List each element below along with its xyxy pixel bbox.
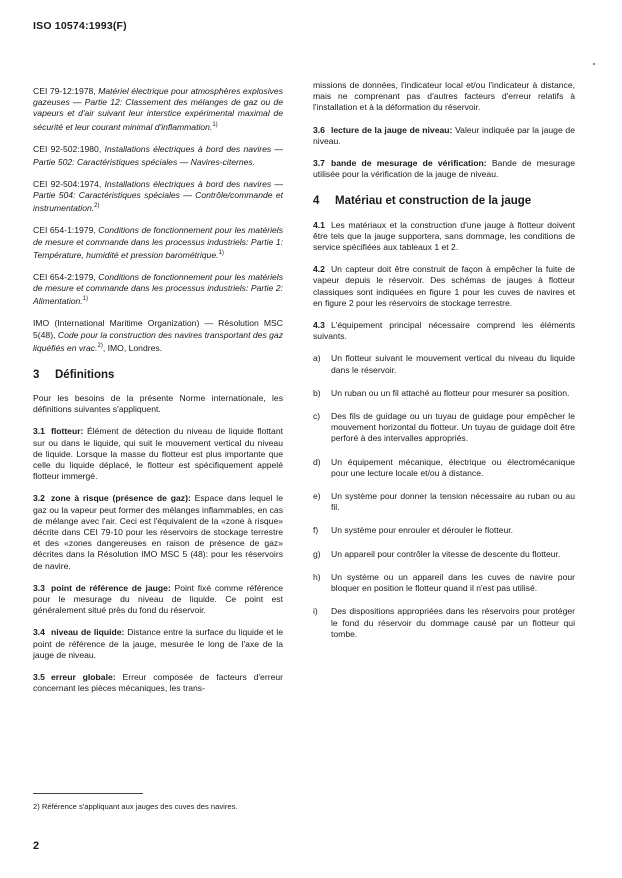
definition: 3.3 point de référence de jauge: Point fixé comme référence pour le mesurage du niveau de liquide. Ce point est généralement situé près du fond du réservoir. (33, 582, 283, 616)
definition: 3.5 erreur globale: Erreur composée de facteurs d'erreur concernant les pièces mécaniques, les trans- (33, 672, 283, 694)
reference-item: CEI 92-504:1974, Installations électriques à bord des navires — Partie 504: Caractéristiques spéciales — Contrôle/commande et instrumentation.$^{2)}$ (33, 178, 284, 214)
definition: 3.1 flotteur: Élément de détection du niveau de liquide flottant sur ou dans le liquide, qui suit le mouvement vertical du niveau de liquide. Lorsque la masse du flotteur est plus importante que celle du liquide déplacé, le flotteur est spécifiquement appelé flotteur immergé. (33, 426, 284, 482)
list-item: a) Un flotteur suivant le mouvement vertical du niveau du liquide dans le réservoir. (313, 353, 575, 375)
reference-item: CEI 654-1:1979, Conditions de fonctionnement pour les matériels de mesure et commande dans les processus industriels: Partie 1: Température, humidité et pression barométrique.$^{1)}$ (33, 225, 283, 260)
list-item: d) Un équipement mécanique, électrique ou électromécanique pour une lecture locale et/ou à distance. (313, 456, 575, 478)
section-3-intro: Pour les besoins de la présente Norme internationale, les définitions suivantes s'appliquent. (33, 393, 283, 415)
definition: 3.6 lecture de la jauge de niveau: Valeur indiquée par la jauge de niveau. (313, 124, 575, 146)
list-item: f) Un système pour enrouler et dérouler le flotteur. (313, 525, 513, 536)
list-item: g) Un appareil pour contrôler la vitesse de descente du flotteur. (313, 548, 561, 559)
clause-paragraph: 4.3 L'équipement principal nécessaire comprend les éléments suivants. (313, 320, 575, 342)
reference-item: CEI 92-502:1980, Installations électriques à bord des navires — Partie 502: Caractéristiques spéciales — Navires-citernes. (33, 143, 284, 167)
list-item: e) Un système pour donner la tension nécessaire au ruban ou au fil. (313, 491, 575, 513)
clause-paragraph: 4.1 Les matériaux et la construction d'une jauge à flotteur doivent être tels que la jauge supportera, sans dommage, les conditions de service spécifiées aux tableaux 1 et 2. (313, 219, 575, 253)
reference-item: CEI 79-12:1978, Matériel électrique pour atmosphères explosives gazeuses — Partie 12: Classement des mélanges de gaz ou de vapeurs et d'air suivant leur interstice expérimental maximal de sécurité et leur courant minimal d'inflammation.$^{1)}$ (33, 86, 283, 132)
list-item: i) Des dispositions appropriées dans les réservoirs pour protéger le fond du réservoir du dommage causé par un flotteur qui tombe. (313, 606, 575, 639)
definition-continuation: missions de données, l'indicateur local et/ou l'indicateur à distance, mais ne comprenant pas d'autres facteurs d'erreur relatifs à l'installation et à la déformation du réservoir. (313, 80, 575, 113)
section-4-heading: 4 Matériau et construction de la jauge (313, 195, 532, 208)
clause-paragraph: 4.2 Un capteur doit être construit de façon à empêcher la fuite de vapeur depuis le réservoir. Des schémas de jauges à flotteur classiques sont indiquées en figure 1 pour les cuves de navires et en figure 2 pour les réservoirs de stockage terrestre. (313, 264, 575, 308)
reference-item-imo: IMO (International Maritime Organization) — Résolution MSC 5(48), Code pour la construction des navires transportant des gaz liquéfiés en vrac.$^{2)}$, IMO, Londres. (33, 318, 283, 353)
list-item: b) Un ruban ou un fil attaché au flotteur pour mesurer sa position. (313, 387, 570, 398)
definition: 3.4 niveau de liquide: Distance entre la surface du liquide et le point de référence de la jauge, mesurée le long de l'axe de la jauge de niveau. (33, 627, 283, 660)
footnote-divider (33, 793, 143, 794)
page-number: 2 (33, 840, 40, 852)
right-column (313, 80, 575, 652)
reference-item: CEI 654-2:1979, Conditions de fonctionnement pour les matériels de mesure et commande dans les processus industriels: Partie 2: Alimentation.$^{1)}$ (33, 271, 283, 307)
section-3-heading: 3 Définitions (33, 368, 115, 381)
footnote: 2) Référence s'appliquant aux jauges des cuves des navires. (33, 802, 238, 811)
left-column (33, 86, 283, 705)
scan-speck (593, 63, 595, 65)
list-item: h) Un système ou un appareil dans les cuves de navire pour bloquer en position le flotteur quand il n'est pas utilisé. (313, 571, 575, 594)
list-item: c) Des fils de guidage ou un tuyau de guidage pour empêcher le mouvement horizontal du flotteur. Un tuyau de guidage doit être perforé à des intervalles appropriés. (313, 411, 575, 444)
definition: 3.2 zone à risque (présence de gaz): Espace dans lequel le gaz ou la vapeur peut former des mélanges inflammables, en cas de mélange avec l'air. Ceci est l'équivalent de la «zone à risque» décrite dans CEI 79-10 pour les réservoirs de stockage terrestre et des «zones dangereuses en raison de présence de gaz» décrites dans la Résolution IMO MSC 5 (48): pour les réservoirs de navire. (33, 493, 283, 571)
document-header: ISO 10574:1993(F) (33, 20, 127, 32)
definition: 3.7 bande de mesurage de vérification: Bande de mesurage utilisée pour la vérification de la jauge de niveau. (313, 158, 575, 180)
